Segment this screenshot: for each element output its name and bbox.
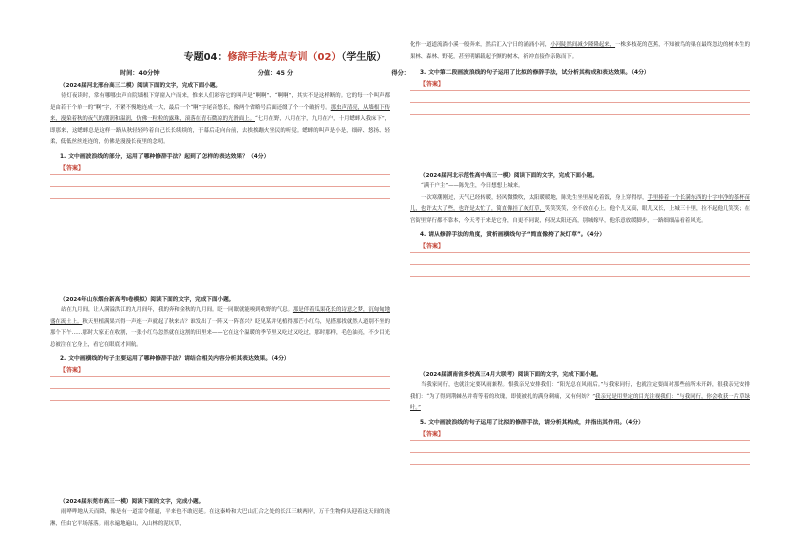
section-2-text-a: 站在九月间，让人满溢洪江的九月间年，我的奔和金秋的九月间。眨一同眠就能嗅到收野的气息。 [61,307,293,313]
answer-5-line[interactable] [410,464,750,465]
page-title [120,48,450,63]
section-5-underlined: 我亲兄是用坚定的目光注视我们：“与我同行，你会收获一片草绿叶。” [410,393,750,412]
answer-1-line[interactable] [50,174,390,175]
section-2-underlined: 那是伴着瓜果花长的诗意之梦，沉甸甸地盛在流土上。 [50,307,390,325]
section-5 [410,370,750,465]
title-suffix: （学生版） [341,52,387,63]
section-5-source: （2024届湖南省多校高三4月大联考）阅读下面的文字，完成下面小题。 [420,372,602,378]
section-1-underlined: 那虫声清亮，从墙根下传来，漫染着秋的夜气的潮润和温润，仿佛一粒粒的露珠，滚落在青石微凉的光滑面上。 [50,104,390,123]
section-1-text-a: 待灯夜读时，常有哪哪虫声自院墙根下穿窗入户而来，惟来人们彩容它的叫声是“啊啊”、“啊啊”，其实不是这样断的。它的每一个叫声都是由若干个单一的“啊”字，不紧不慢地连成一大，最后一个“啊”字尾音悠长，像两个省略号后面还缀了个一个破折号。 [50,93,390,111]
section-4-source: （2024届河北示范性高中高三一模）阅读下面的文字，完成下面小题。 [420,173,598,179]
score-label: 分值：45 分 [257,70,294,77]
got-label: 得分： [391,70,410,77]
section-3-continued [410,40,750,115]
answer-3-line[interactable] [410,90,750,91]
section-4-passage [410,193,750,228]
answer-1-line[interactable] [50,186,390,187]
title-prefix: 专题04： [183,52,228,63]
answer-1-label: 【答案】 [60,164,85,172]
answer-4-line[interactable] [410,264,750,265]
time-label: 时间：40分钟 [120,70,160,77]
section-3-underlined: 小河陡然间减少隆隆起来， [550,42,616,48]
section-2 [50,295,390,401]
answer-4-line[interactable] [410,252,750,253]
section-1 [50,81,390,199]
section-5-text-a: 当我家同行，也就注定要风雨兼程。恨我亲兄安排我们：“阳光总在风雨后。”与我家同行，也就注定要面对那些前所未开辟，很我亲兄安排我们：“为了得到荆棘丛并将等着的玫瑰，即使被扎的满身刺痛，又有何妨？” [410,382,750,400]
section-3-text-c: 化作一道道流淌小溪一般奔来，然后汇入宁日的涌涌小河， [410,42,551,48]
answer-2-line[interactable] [50,376,390,377]
section-1-passage [50,91,390,149]
answer-4-line[interactable] [410,276,750,277]
answer-5-label: 【答案】 [420,430,445,438]
answer-2-label: 【答案】 [60,367,85,375]
section-4-text-a: 一次寒潮刚过，天气已经转暖，轻风微微吹，太阳暖暖地，陈先生坐里屋吃着饭，身上穿得厚， [421,194,648,201]
exam-meta [120,68,410,77]
answer-5-line[interactable] [410,452,750,453]
question-2: 2. 文中画横线的句子主要运用了哪种修辞手法？请结合相关内容分析其表达效果。（4分） [60,356,290,363]
section-2-source: （2024年山东烟台新高考Ⅰ卷模拟）阅读下面的文字，完成下面小题。 [60,297,235,303]
answer-3-line[interactable] [410,114,750,115]
title-highlight: 修辞手法考点专训（02） [227,52,342,63]
question-1: 1. 文中画波浪线的部分，运用了哪种修辞手法？起到了怎样的表达效果？（4分） [60,153,270,160]
answer-3-label: 【答案】 [420,81,445,89]
section-3-passage: 雨哗哗地从天而降，像是有一道雷令催逼，平来也不敢迟延。在这秦岭和大巴山汇合之处的长江三峡两岸，万千生物仰头迎着这天间的浇淋，任由它平场落落。雨水遍地遍山，入山林的泥坑草， [50,509,390,527]
answer-3-line[interactable] [410,102,750,103]
section-5-passage [410,380,750,415]
answer-5-line[interactable] [410,440,750,441]
section-1-source: （2024届河北邢台高三二模）阅读下面的文字，完成下面小题。 [60,83,222,89]
section-3-text-d: 一株多枝花的芭蕉，不知被鸟的巢在最终忽边的树本生的果林、森林、野花，甚至明媚载起予颤的树木，祈冲直接作亲陈而下。 [410,42,750,60]
answer-2-line[interactable] [50,400,390,401]
section-4-underlined: 手里捧着一个长满东西的十字申净的茶杯苗儿，也许太大了些，也许是太忙了，简直像挂了灰灯草， [410,194,750,213]
answer-1-line[interactable] [50,198,390,199]
section-2-passage [50,305,390,351]
section-1-text-b: “七月在野，八月在宇，九月在户，十月蟋蟀入我床下”，即那来，这蟋蟀总是这样一路从秋轻轻吟着自己长长续续的，于幕后走向台前，去挨挨蹦火坐民的听觉。蟋蟀的叫声是小是，细碎、悠扬、轻柔，低低丝丝连连的，仿佛是漫漫长夜里的念叨。 [50,116,390,146]
answer-2-line[interactable] [50,388,390,389]
section-3-source: （2024届东莞市高三一模）阅读下面的文字，完成小题。 [60,499,205,505]
section-4 [410,171,750,277]
question-5: 5. 文中画波浪线的句子运用了比拟的修辞手法，请分析其构成，并指出其作用。（4分） [420,419,644,426]
question-4: 4. 请从修辞手法的角度，赏析画横线句子“简直像挎了灰灯草”。（4分） [420,232,606,239]
section-4-quote: “满千户主”——陈先生，今日想想上城来。 [421,183,524,189]
section-2-text-b: 秋天里植满果兴得一声连一声就起了秋来吉？谁发出了一阵又一阵喜兴？眨见某并见植得那芒小红鸟，见搭那找就然人道别不坐的那个下午……那时大家正在收割，一张小红鸟忽然就在这割的田里来——它在这个温暖的季节里又吃过又吃过，那时那样，毛色油亮，不少目光总被注在它身上，看它在眼底才回航。 [50,318,390,348]
section-4-text-b: 笑笑笑笑，全不放在心上。他个儿又高，眼儿又长，上城三十里，拉不起他几笑笑；在宫街里穿行都不靠本，今天考于来是它身，自更不同说，何况太阳还高，别城嫁早，他乐意放缓脚步，一路细细品看着风光。 [410,206,750,224]
question-3: 3. 文中第二段画波浪线的句子运用了比拟的修辞手法，试分析其构成和表达效果。（4分） [420,70,650,77]
section-3 [50,497,390,530]
answer-4-label: 【答案】 [420,243,445,251]
section-3-passage-continued [410,40,750,63]
